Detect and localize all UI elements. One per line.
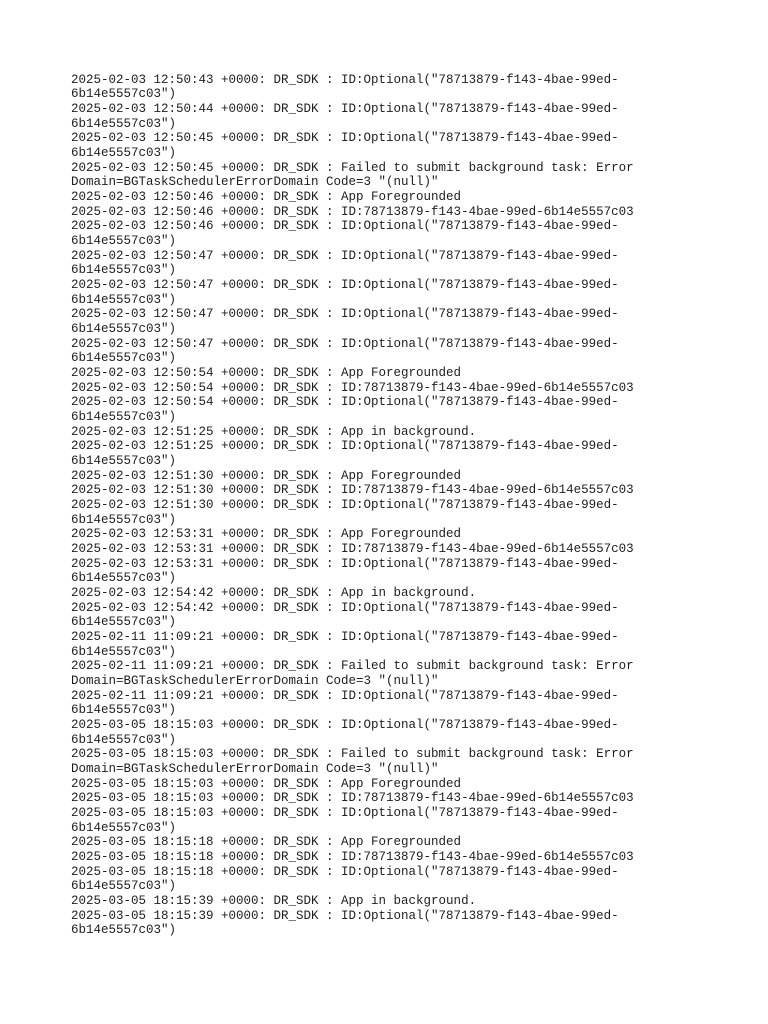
log-entry: 2025-02-03 12:50:45 +0000: DR_SDK : ID:Optional("78713879-f143-4bae-99ed- 6b14e5557c03") <box>71 131 619 160</box>
log-entry: 2025-02-03 12:54:42 +0000: DR_SDK : App in background. <box>71 586 477 601</box>
log-entry: 2025-03-05 18:15:03 +0000: DR_SDK : ID:Optional("78713879-f143-4bae-99ed- 6b14e5557c03") <box>71 806 619 835</box>
log-entry: 2025-02-03 12:53:31 +0000: DR_SDK : ID:78713879-f143-4bae-99ed-6b14e5557c03 <box>71 542 634 556</box>
log-entry: 2025-02-03 12:51:25 +0000: DR_SDK : App in background. <box>71 424 477 439</box>
log-entry: 2025-02-03 12:50:54 +0000: DR_SDK : App Foregrounded <box>71 365 462 380</box>
log-entry: 2025-02-03 12:50:54 +0000: DR_SDK : ID:Optional("78713879-f143-4bae-99ed- 6b14e5557c03") <box>71 395 619 424</box>
log-entry: 2025-02-03 12:50:43 +0000: DR_SDK : ID:Optional("78713879-f143-4bae-99ed- 6b14e5557c03") <box>71 72 619 102</box>
log-entry: 2025-02-11 11:09:21 +0000: DR_SDK : Failed to submit background task: Error Domain=BGTaskSchedulerErrorDomain Code=3 "(null)" <box>71 659 642 689</box>
log-entry: 2025-02-03 12:51:30 +0000: DR_SDK : App Foregrounded <box>71 468 462 483</box>
log-entry: 2025-02-11 11:09:21 +0000: DR_SDK : ID:Optional("78713879-f143-4bae-99ed- 6b14e5557c03") <box>71 630 619 659</box>
log-entry: 2025-03-05 18:15:18 +0000: DR_SDK : ID:Optional("78713879-f143-4bae-99ed- 6b14e5557c03") <box>71 864 619 894</box>
log-entry: 2025-02-03 12:50:46 +0000: DR_SDK : ID:Optional("78713879-f143-4bae-99ed- 6b14e5557c03") <box>71 219 619 248</box>
log-entry: 2025-02-03 12:50:47 +0000: DR_SDK : ID:Optional("78713879-f143-4bae-99ed- 6b14e5557c03") <box>71 336 619 366</box>
log-entry: 2025-02-03 12:50:47 +0000: DR_SDK : ID:Optional("78713879-f143-4bae-99ed- 6b14e5557c03") <box>71 307 619 336</box>
log-entry: 2025-03-05 18:15:39 +0000: DR_SDK : ID:Optional("78713879-f143-4bae-99ed- 6b14e5557c03") <box>71 908 619 938</box>
log-entry: 2025-03-05 18:15:03 +0000: DR_SDK : ID:78713879-f143-4bae-99ed-6b14e5557c03 <box>71 791 634 806</box>
log-entry: 2025-03-05 18:15:18 +0000: DR_SDK : ID:78713879-f143-4bae-99ed-6b14e5557c03 <box>71 850 634 865</box>
log-entry: 2025-02-03 12:50:44 +0000: DR_SDK : ID:Optional("78713879-f143-4bae-99ed- 6b14e5557c03") <box>71 101 619 131</box>
log-entry: 2025-02-03 12:50:47 +0000: DR_SDK : ID:Optional("78713879-f143-4bae-99ed- 6b14e5557c03") <box>71 248 619 278</box>
log-entry: 2025-02-03 12:53:31 +0000: DR_SDK : App Foregrounded <box>71 527 462 542</box>
log-entry: 2025-03-05 18:15:03 +0000: DR_SDK : Failed to submit background task: Error Domain=BGTaskSchedulerErrorDomain Code=3 "(null)" <box>71 747 642 777</box>
log-entry: 2025-03-05 18:15:03 +0000: DR_SDK : App Foregrounded <box>71 776 462 791</box>
log-entry: 2025-02-03 12:50:54 +0000: DR_SDK : ID:78713879-f143-4bae-99ed-6b14e5557c03 <box>71 380 634 395</box>
log-entry: 2025-02-03 12:50:46 +0000: DR_SDK : ID:78713879-f143-4bae-99ed-6b14e5557c03 <box>71 204 634 219</box>
log-entry: 2025-02-11 11:09:21 +0000: DR_SDK : ID:Optional("78713879-f143-4bae-99ed- 6b14e5557c03") <box>71 688 619 718</box>
log-entry: 2025-02-03 12:54:42 +0000: DR_SDK : ID:Optional("78713879-f143-4bae-99ed- 6b14e5557c03") <box>71 600 619 630</box>
log-entry: 2025-02-03 12:53:31 +0000: DR_SDK : ID:Optional("78713879-f143-4bae-99ed- 6b14e5557c03") <box>71 556 619 586</box>
log-entry: 2025-02-03 12:50:46 +0000: DR_SDK : App Foregrounded <box>71 189 462 204</box>
log-entry: 2025-02-03 12:50:47 +0000: DR_SDK : ID:Optional("78713879-f143-4bae-99ed- 6b14e5557c03") <box>71 277 619 307</box>
log-entry: 2025-02-03 12:50:45 +0000: DR_SDK : Failed to submit background task: Error Domain=BGTaskSchedulerErrorDomain Code=3 "(null)" <box>71 160 642 190</box>
log-entry: 2025-03-05 18:15:03 +0000: DR_SDK : ID:Optional("78713879-f143-4bae-99ed- 6b14e5557c03") <box>71 718 619 747</box>
log-entry: 2025-03-05 18:15:39 +0000: DR_SDK : App in background. <box>71 894 477 909</box>
log-entry: 2025-02-03 12:51:25 +0000: DR_SDK : ID:Optional("78713879-f143-4bae-99ed- 6b14e5557c03") <box>71 439 619 468</box>
log-entry: 2025-02-03 12:51:30 +0000: DR_SDK : ID:78713879-f143-4bae-99ed-6b14e5557c03 <box>71 483 634 498</box>
log-entry: 2025-03-05 18:15:18 +0000: DR_SDK : App Foregrounded <box>71 835 462 850</box>
log-entry: 2025-02-03 12:51:30 +0000: DR_SDK : ID:Optional("78713879-f143-4bae-99ed- 6b14e5557c03") <box>71 497 619 527</box>
log-document <box>71 73 641 939</box>
